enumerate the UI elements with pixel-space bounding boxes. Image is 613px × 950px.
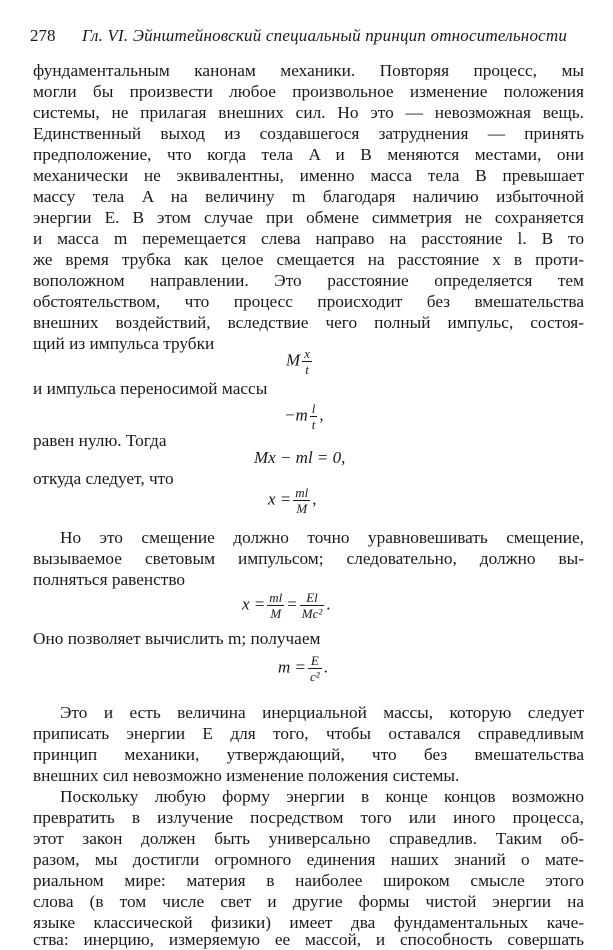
text-line: Это и есть величина инерциальной массы, которую следует [60, 703, 584, 722]
text-line: Но это смещение должно точно уравновешивать смещение, [60, 528, 584, 547]
text-line: предположение, что когда тела A и B меняются местами, они [33, 145, 584, 164]
text-line: откуда следует, что [33, 469, 174, 488]
text-line: превратить в излучение посредством того или иного процесса, [33, 808, 584, 827]
text-line: слова (в том числе свет и другие формы чистой энергии на [33, 892, 584, 911]
text-line: приписать энергии E для того, чтобы оставался справедливым [33, 724, 584, 743]
text-line: риальном мире: материя в наиболее широком смысле этого [33, 871, 584, 890]
text-line: разом, мы достигли огромного единения наших знаний о мате- [33, 850, 584, 869]
text-line: полняться равенство [33, 570, 186, 589]
text-line: ства: инерцию, измеряемую ее массой, и способность совершать [33, 930, 584, 949]
text-line: принцип механики, утверждающий, что без вмешательства [33, 745, 584, 764]
text-line: же время трубка как целое смещается на расстояние x в проти- [33, 250, 584, 269]
text-line: Единственный выход из создавшегося затруднения — принять [33, 124, 584, 143]
text-line: могли бы произвести любое произвольное изменение положения [33, 82, 584, 101]
text-line: и масса m перемещается слева направо на расстояние l. В то [33, 229, 584, 248]
formula-mass-momentum: −m $\frac{l}{t}$ , [284, 401, 324, 432]
text-line: фундаментальным канонам механики. Повторяя процесс, мы [33, 61, 584, 80]
text-line: механически не эквивалентны, именно масса тела B превышает [33, 166, 584, 185]
text-line: обстоятельством, что процесс происходит без вмешательства [33, 292, 584, 311]
formula-mass-energy: m = $\frac{E}{\text{c²}}$ . [278, 653, 328, 684]
text-line: Поскольку любую форму энергии в конце концов возможно [60, 787, 584, 806]
page-header [30, 24, 590, 48]
page-number: 278 [30, 26, 56, 45]
text-line: энергии E. В этом случае при обмене симметрия не сохраняется [33, 208, 584, 227]
formula-balance: Mx − ml = 0, [254, 448, 346, 467]
text-line: этот закон должен быть универсально справедлив. Таким об- [33, 829, 584, 848]
text-line: внешних воздействий, вследствие чего полный импульс, состоя- [33, 313, 584, 332]
text-line: языке классической физики) имеет два фундаментальных каче- [33, 913, 584, 932]
text-line: внешних сил невозможно изменение положения системы. [33, 766, 460, 785]
text-line: Оно позволяет вычислить m; получаем [33, 629, 321, 648]
text-line: равен нулю. Тогда [33, 431, 167, 450]
running-title: Гл. VI. Эйнштейновский специальный принцип относительности [82, 26, 568, 45]
formula-displacement: x = $\frac{ml}{M}$ , [268, 485, 317, 516]
text-line: вызываемое световым импульсом; следовательно, должно вы- [33, 549, 584, 568]
formula-tube-momentum: M $\frac{x}{t}$ [286, 346, 310, 377]
formula-equality: x = $\frac{ml}{M}$ = $\frac{El}{\text{Mc²}}$ . [242, 590, 331, 621]
text-line: и импульса переносимой массы [33, 379, 268, 398]
text-line: массу тела A на величину m благодаря наличию избыточной [33, 187, 584, 206]
text-line: щий из импульса трубки [33, 334, 215, 353]
text-line: системы, не прилагая внешних сил. Но это — невозможная вещь. [33, 103, 584, 122]
text-line: воположном направлении. Это расстояние определяется тем [33, 271, 584, 290]
